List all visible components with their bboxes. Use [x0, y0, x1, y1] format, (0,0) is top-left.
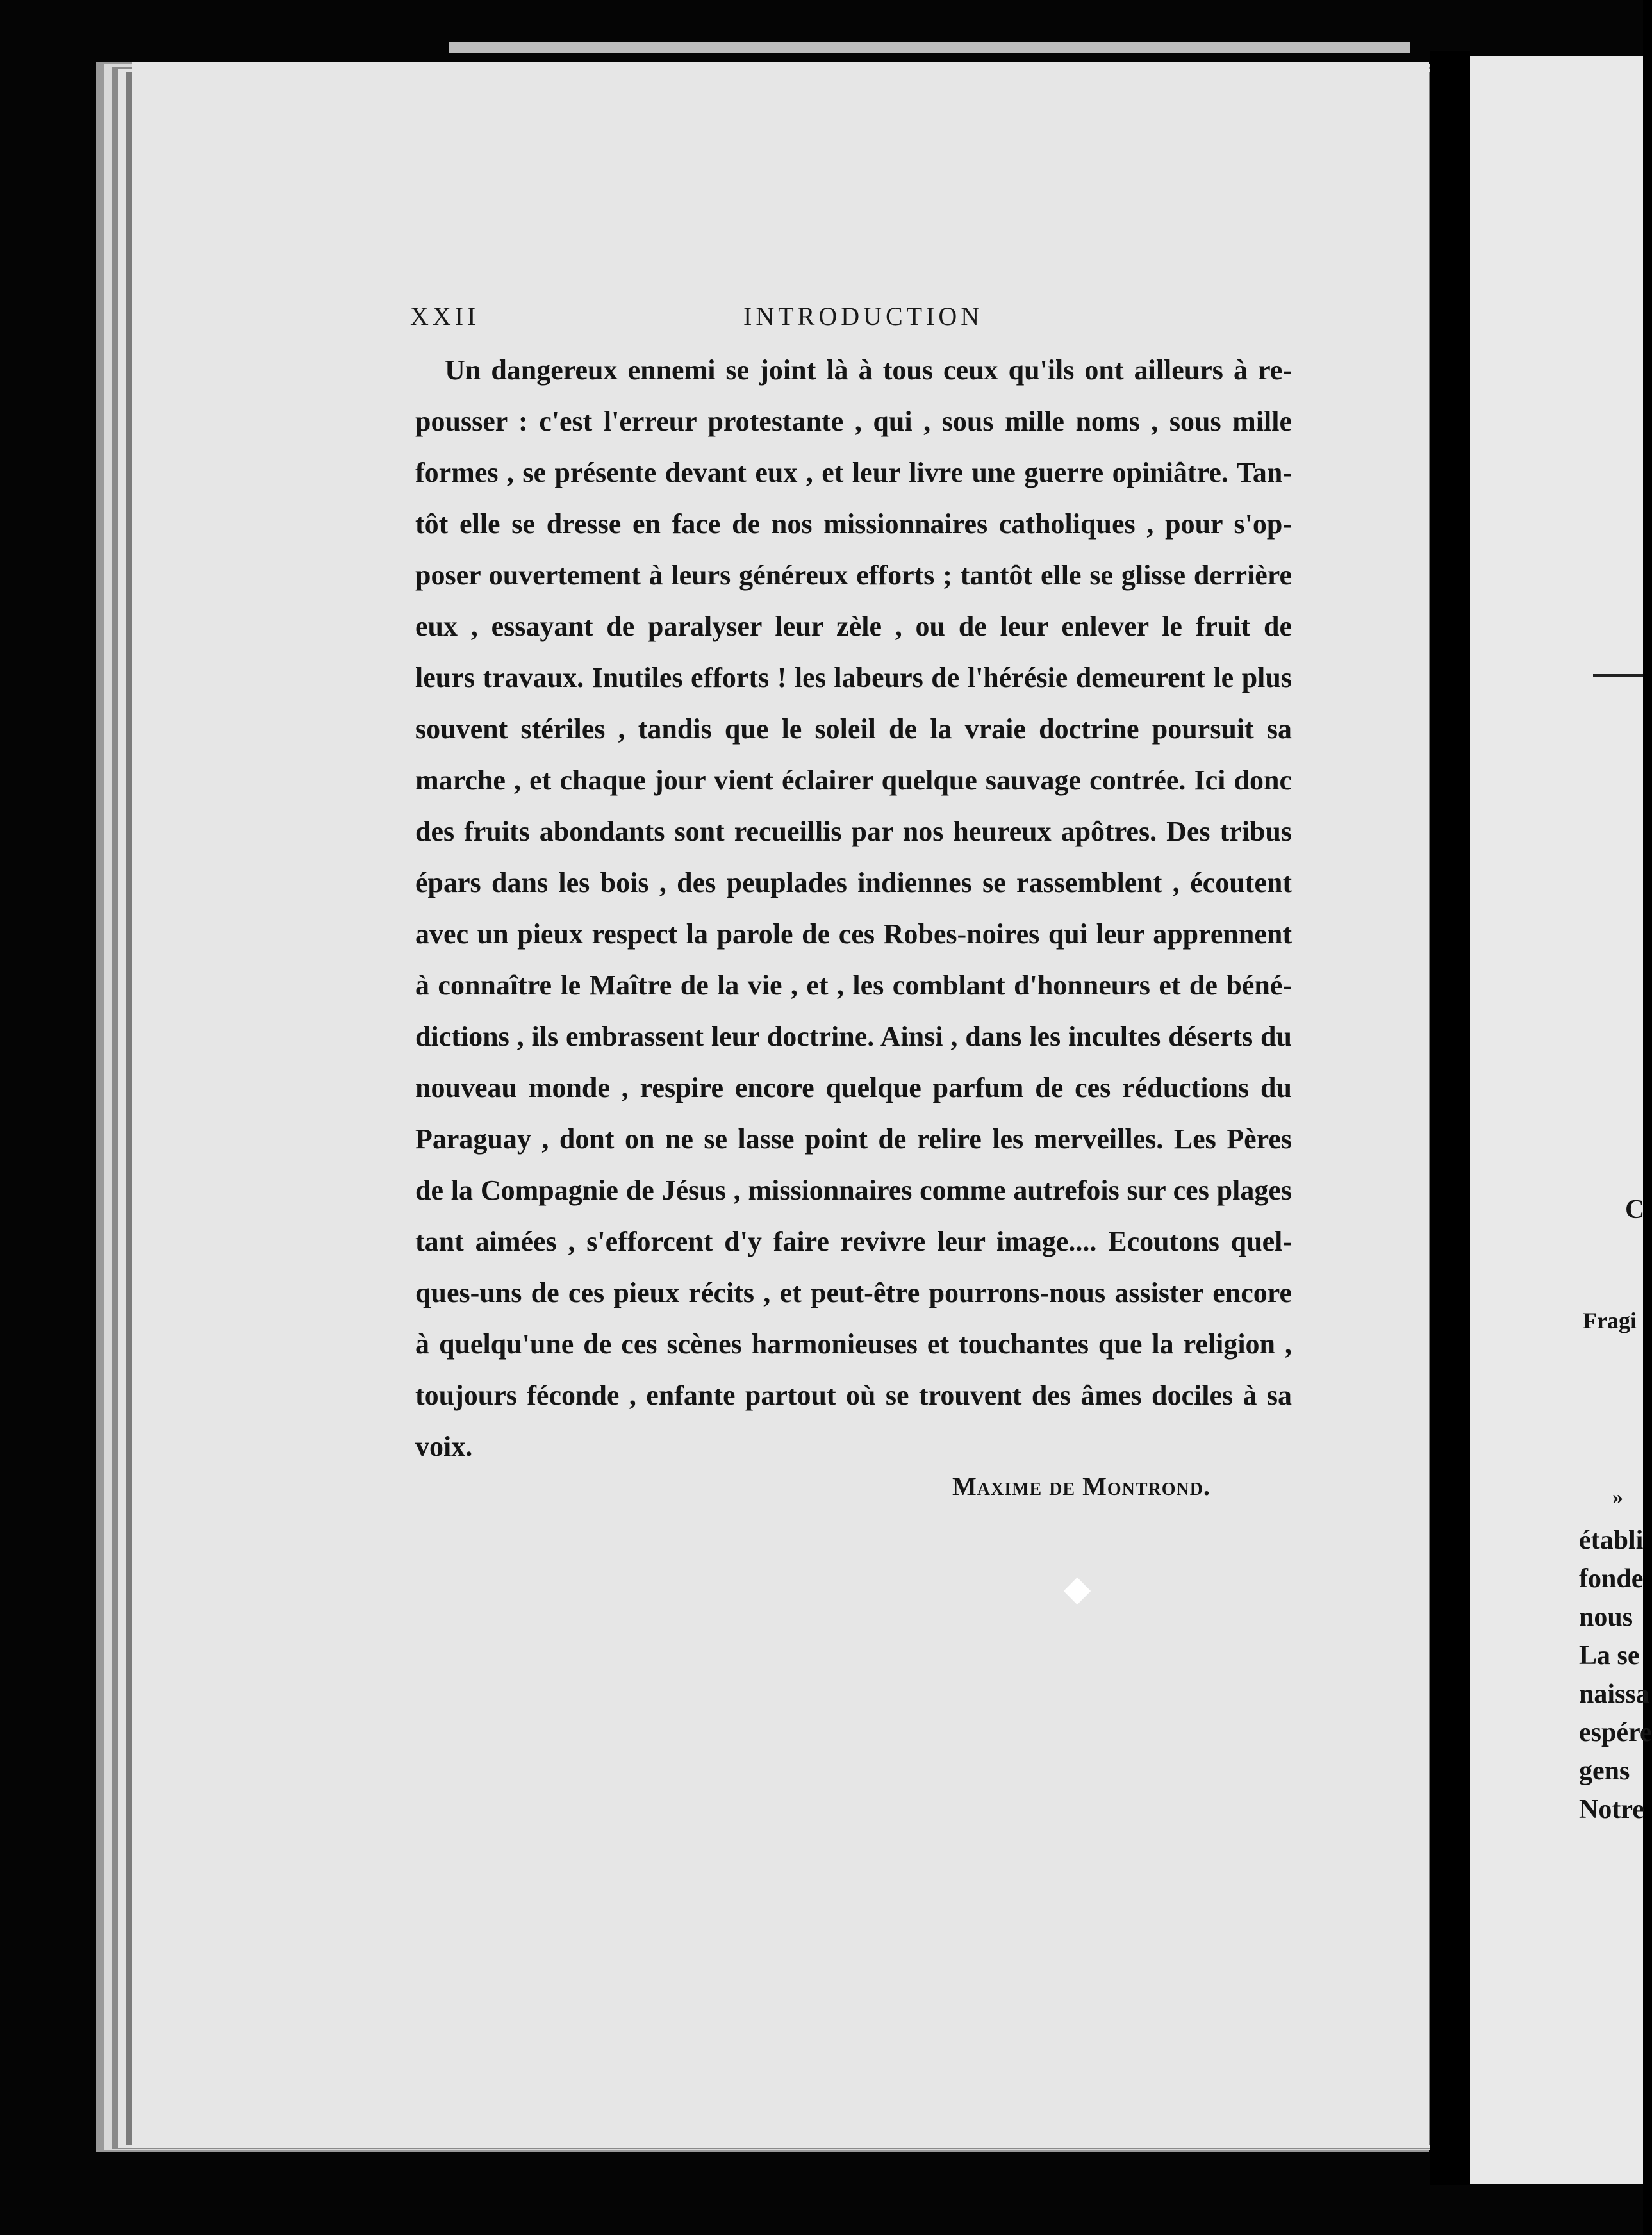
facing-page-line: gens	[1579, 1756, 1630, 1786]
author-signature: Maxime de Montrond.	[952, 1472, 1210, 1501]
text-line: tant aimées , s'efforcent d'y faire revivre leur image.... Ecoutons quel-	[415, 1226, 1292, 1257]
text-line: Un dangereux ennemi se joint là à tous ceux qu'ils ont ailleurs à re-	[445, 354, 1292, 386]
facing-page-line: établi	[1579, 1526, 1644, 1555]
facing-page-line: naissa	[1579, 1679, 1649, 1709]
text-line: souvent stériles , tandis que le soleil de la vraie doctrine poursuit sa	[415, 713, 1292, 745]
text-line: marche , et chaque jour vient éclairer quelque sauvage contrée. Ici donc	[415, 764, 1292, 796]
facing-page-line: fonde	[1579, 1564, 1644, 1594]
facing-page-heading-fragment: Fragi	[1583, 1308, 1637, 1333]
facing-page	[1470, 56, 1643, 2184]
text-line: leurs travaux. Inutiles efforts ! les labeurs de l'hérésie demeurent le plus	[415, 662, 1292, 693]
book-gutter	[1430, 51, 1470, 2185]
text-line: pousser : c'est l'erreur protestante , qui , sous mille noms , sous mille	[415, 406, 1292, 437]
running-head	[410, 301, 1282, 340]
facing-page-rule	[1593, 674, 1643, 677]
facing-page-letter: C	[1625, 1195, 1645, 1225]
page-top-edge	[449, 42, 1410, 53]
facing-page-quote: »	[1612, 1485, 1623, 1509]
text-line: eux , essayant de paralyser leur zèle , ou de leur enlever le fruit de	[415, 611, 1292, 642]
text-line: des fruits abondants sont recueillis par nos heureux apôtres. Des tribus	[415, 816, 1292, 847]
text-line: dictions , ils embrassent leur doctrine. Ainsi , dans les incultes déserts du	[415, 1021, 1292, 1052]
page-number: XXII	[410, 302, 480, 331]
text-line: voix.	[415, 1431, 473, 1462]
text-line: tôt elle se dresse en face de nos missionnaires catholiques , pour s'op-	[415, 508, 1292, 540]
text-line: nouveau monde , respire encore quelque parfum de ces réductions du	[415, 1072, 1292, 1103]
facing-page-line: nous	[1579, 1603, 1633, 1632]
text-line: poser ouvertement à leurs généreux efforts ; tantôt elle se glisse derrière	[415, 559, 1292, 591]
chapter-title: INTRODUCTION	[743, 302, 984, 331]
text-line: avec un pieux respect la parole de ces Robes-noires qui leur apprennent	[415, 918, 1292, 950]
text-line: ques-uns de ces pieux récits , et peut-être pourrons-nous assister encore	[415, 1277, 1292, 1308]
facing-page-line: La se	[1579, 1641, 1640, 1670]
text-line: formes , se présente devant eux , et leur livre une guerre opiniâtre. Tan-	[415, 457, 1292, 488]
text-line: à connaître le Maître de la vie , et , les comblant d'honneurs et de béné-	[415, 969, 1292, 1001]
facing-page-line: espére	[1579, 1718, 1652, 1747]
text-line: épars dans les bois , des peuplades indiennes se rassemblent , écoutent	[415, 867, 1292, 898]
text-line: toujours féconde , enfante partout où se trouvent des âmes dociles à sa	[415, 1380, 1292, 1411]
facing-page-line: Notre	[1579, 1795, 1644, 1824]
text-line: de la Compagnie de Jésus , missionnaires comme autrefois sur ces plages	[415, 1175, 1292, 1206]
text-line: à quelqu'une de ces scènes harmonieuses et touchantes que la religion ,	[415, 1328, 1292, 1360]
body-text	[415, 345, 1292, 1472]
text-line: Paraguay , dont on ne se lasse point de relire les merveilles. Les Pères	[415, 1123, 1292, 1155]
